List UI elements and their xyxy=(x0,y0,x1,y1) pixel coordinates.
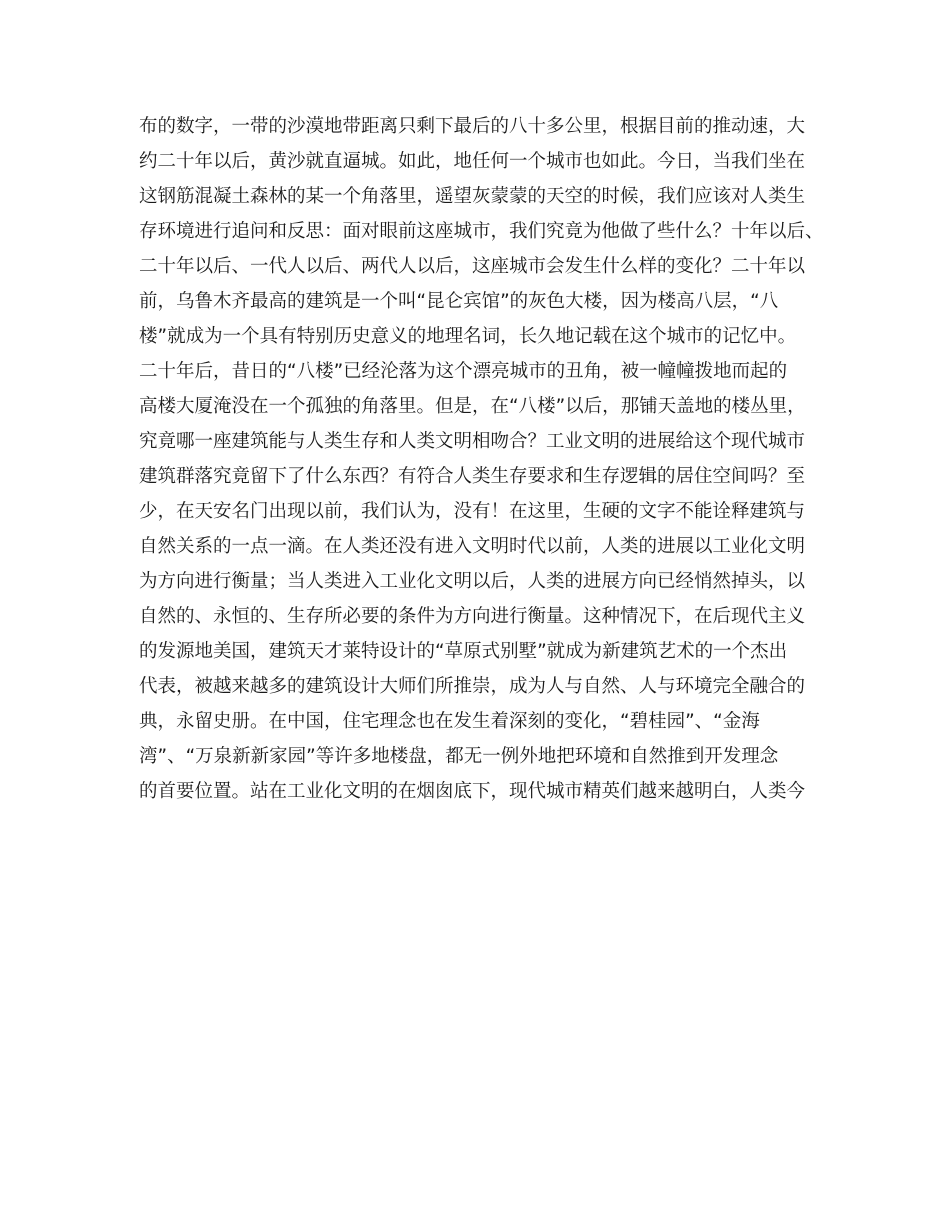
text-line: 二十年后，昔日的“八楼”已经沦落为这个漂亮城市的丑角，被一幢幢拨地而起的 xyxy=(139,361,788,382)
text-line: 代表，被越来越多的建筑设计大师们所推崇，成为人与自然、人与环境完全融合的 xyxy=(139,676,806,697)
text-line: 少，在天安名门出现以前，我们认为，没有！在这里，生硬的文字不能诠释建筑与 xyxy=(139,501,806,522)
text-line: 二十年以后、一代人以后、两代人以后，这座城市会发生什么样的变化？二十年以 xyxy=(139,256,806,277)
text-line: 究竟哪一座建筑能与人类生存和人类文明相吻合？工业文明的进展给这个现代城市 xyxy=(139,431,806,452)
text-line: 的发源地美国，建筑天才莱特设计的“草原式别墅”就成为新建筑艺术的一个杰出 xyxy=(139,641,788,662)
text-line: 湾”、“万泉新新家园”等许多地楼盘，都无一例外地把环境和自然推到开发理念 xyxy=(139,746,779,767)
text-line: 典，永留史册。在中国，住宅理念也在发生着深刻的变化，“碧桂园”、“金海 xyxy=(139,711,760,732)
body-text xyxy=(139,109,839,809)
text-line: 前，乌鲁木齐最高的建筑是一个叫“昆仑宾馆”的灰色大楼，因为楼高八层，“八 xyxy=(139,291,779,312)
text-line: 自然关系的一点一滴。在人类还没有进入文明时代以前，人类的进展以工业化文明 xyxy=(139,536,806,557)
text-line: 自然的、永恒的、生存所必要的条件为方向进行衡量。这种情况下，在后现代主义 xyxy=(139,606,806,627)
text-line: 约二十年以后，黄沙就直逼城。如此，地任何一个城市也如此。今日，当我们坐在 xyxy=(139,151,806,172)
text-line: 高楼大厦淹没在一个孤独的角落里。但是，在“八楼”以后，那铺天盖地的楼丛里， xyxy=(139,396,806,417)
text-line: 布的数字，一带的沙漠地带距离只剩下最后的八十多公里，根据目前的推动速，大 xyxy=(139,116,806,137)
text-line: 建筑群落究竟留下了什么东西？有符合人类生存要求和生存逻辑的居住空间吗？至 xyxy=(139,466,806,487)
text-line: 的首要位置。站在工业化文明的在烟囱底下，现代城市精英们越来越明白，人类今 xyxy=(139,781,806,802)
text-line: 为方向进行衡量；当人类进入工业化文明以后，人类的进展方向已经悄然掉头，以 xyxy=(139,571,806,592)
text-line: 楼”就成为一个具有特别历史意义的地理名词，长久地记载在这个城市的记忆中。 xyxy=(139,326,797,347)
text-line: 存环境进行追问和反思：面对眼前这座城市，我们究竟为他做了些什么？十年以后、 xyxy=(139,221,824,242)
text-line: 这钢筋混凝土森林的某一个角落里，遥望灰蒙蒙的天空的时候，我们应该对人类生 xyxy=(139,186,806,207)
